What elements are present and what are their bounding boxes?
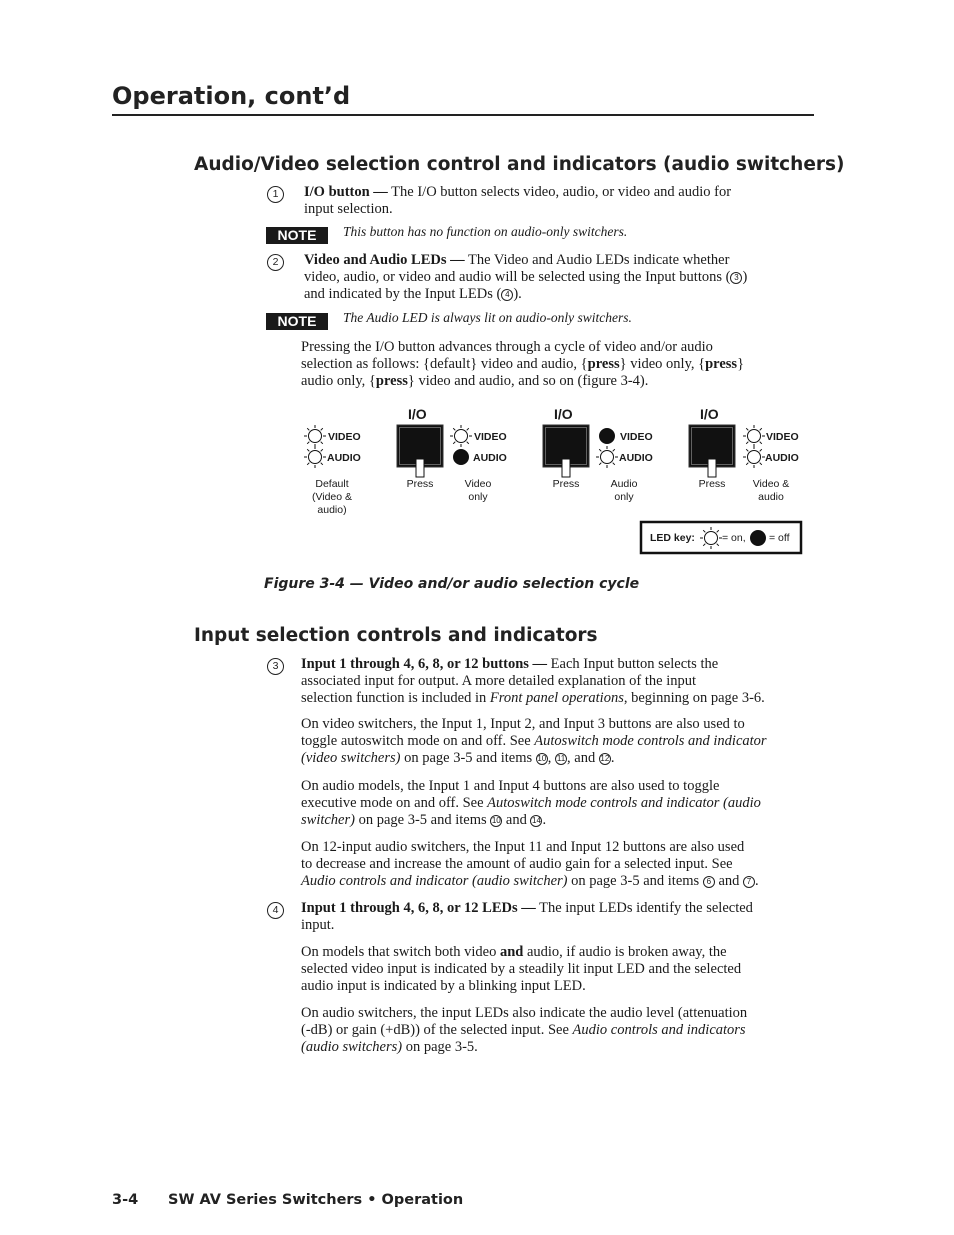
ref-circle-3: 3 — [730, 272, 742, 284]
cycle-line-3: audio only, { — [301, 373, 376, 389]
led-video-on — [304, 425, 326, 447]
figure-graphics — [0, 0, 954, 600]
item3-paragraph — [301, 656, 811, 707]
item2-text: The Video and Audio LEDs indicate whether — [464, 252, 730, 268]
cycle-line-1: Pressing the I/O button advances through a cycle of video and/or audio — [301, 339, 713, 355]
state-caption-line: Default — [315, 478, 349, 490]
audio-led-label: AUDIO — [473, 452, 507, 464]
twelve-line-2: to decrease and increase the amount of audio gain for a selected input. See — [301, 856, 733, 872]
audio-led-label: AUDIO — [327, 452, 361, 464]
video-led-label: VIDEO — [620, 431, 653, 443]
item1-text: The I/O button selects video, audio, or video and audio for — [387, 184, 732, 200]
ref-circle-7: 7 — [743, 876, 755, 888]
item-number-3: 3 — [267, 658, 284, 675]
state-caption-line: Audio — [610, 478, 638, 490]
video-line-3: on page 3-5 and items — [400, 750, 536, 766]
period: . — [610, 750, 615, 766]
item-number-2: 2 — [267, 254, 284, 271]
item4-term: Input 1 through 4, 6, 8, or 12 LEDs — — [301, 900, 536, 916]
video-led-label: VIDEO — [474, 431, 507, 443]
item1-term: I/O button — — [304, 184, 388, 200]
led-key-label: LED key: — [650, 532, 695, 544]
video-ref-title: Autoswitch mode controls and indicator — [534, 733, 767, 749]
twelve-line-3: on page 3-5 and items — [567, 873, 703, 889]
led-video-on — [450, 425, 472, 447]
led-video-off — [600, 429, 615, 444]
state-caption-video-only — [453, 478, 503, 504]
ref-circle-10: 10 — [537, 754, 547, 763]
both-line-1c: audio, if audio is broken away, the — [523, 944, 727, 960]
video-led-label: VIDEO — [328, 431, 361, 443]
item2-text-3b: ). — [513, 286, 522, 302]
press-label: Press — [406, 478, 434, 490]
item-number-4: 4 — [267, 902, 284, 919]
cycle-line-3b: } video and audio, and so on (figure 3-4). — [407, 373, 649, 389]
state-caption-line: audio) — [317, 504, 347, 516]
level-line-3: on page 3-5. — [402, 1039, 478, 1055]
ref-circle-14: 14 — [532, 816, 541, 825]
item3-text-2: associated input for output. A more detailed explanation of the input — [301, 673, 697, 689]
item3-text-3: selection function is included in — [301, 690, 490, 706]
led-audio-on — [743, 446, 765, 468]
ref-circle-11: 11 — [556, 754, 566, 763]
twelve-line-1: On 12-input audio switchers, the Input 11 and Input 12 buttons are also used — [301, 839, 745, 855]
both-line-2: selected video input is indicated by a steadily lit input LED and the selected — [301, 961, 742, 977]
state-caption-line: Video — [464, 478, 492, 490]
io-button-2 — [543, 425, 589, 477]
io-label: I/O — [554, 406, 573, 422]
ref-circle-6: 6 — [703, 876, 715, 888]
press-label: Press — [698, 478, 726, 490]
io-button-3 — [689, 425, 735, 477]
note-text-1: This button has no function on audio-only switchers. — [343, 224, 628, 239]
item3-text-3b: , beginning on page 3-6. — [623, 690, 765, 706]
both-models-paragraph — [301, 944, 813, 995]
section-heading-input: Input selection controls and indicators — [194, 625, 598, 646]
sep: , and — [567, 750, 599, 766]
sep: , — [547, 750, 556, 766]
section-heading-av: Audio/Video selection control and indicators (audio switchers) — [194, 154, 845, 175]
footer-title: SW AV Series Switchers • Operation — [168, 1192, 464, 1208]
note-badge-2: NOTE — [266, 313, 328, 330]
led-key-on-text: = on, — [722, 532, 746, 544]
video-ref-title-2: (video switchers) — [301, 750, 401, 766]
led-audio-on — [596, 446, 618, 468]
item4-paragraph — [301, 900, 811, 934]
both-and-bold: and — [499, 944, 524, 960]
item1-text-2: input selection. — [304, 201, 393, 217]
level-line-2: (-dB) or gain (+dB)) of the selected input. See — [301, 1022, 573, 1038]
audio-led-label: AUDIO — [765, 452, 799, 464]
footer-page-number: 3-4 — [112, 1192, 139, 1208]
item4-text-2: input. — [301, 917, 335, 933]
audio-line-3: on page 3-5 and items — [354, 812, 491, 828]
audio-models-paragraph — [301, 778, 813, 829]
sep: and — [714, 873, 743, 889]
both-line-3: audio input is indicated by a blinking input LED. — [301, 978, 586, 994]
led-audio-on — [304, 446, 326, 468]
led-video-on — [743, 425, 765, 447]
item4-text: The input LEDs identify the selected — [535, 900, 753, 916]
io-label: I/O — [700, 406, 719, 422]
state-caption-line: only — [614, 491, 634, 503]
video-line-2: toggle autoswitch mode on and off. See — [301, 733, 535, 749]
note-text-2: The Audio LED is always lit on audio-only switchers. — [343, 310, 632, 325]
both-line-1: On models that switch both video — [301, 944, 500, 960]
item2-text-2: video, audio, or video and audio will be selected using the Input buttons ( — [304, 269, 731, 285]
level-ref-title: Audio controls and indicators — [572, 1022, 746, 1038]
press-bold: press — [705, 356, 738, 372]
note-badge-1: NOTE — [266, 227, 328, 244]
state-caption-line: Video & — [752, 478, 790, 490]
item-number-1: 1 — [267, 186, 284, 203]
key-led-off — [751, 531, 766, 546]
state-caption-line: only — [468, 491, 488, 503]
twelve-input-paragraph — [301, 839, 813, 890]
led-key-off-text: = off — [769, 532, 790, 544]
ref-circle-12: 12 — [600, 754, 610, 763]
period: . — [542, 812, 547, 828]
level-ref-title-2: (audio switchers) — [301, 1039, 403, 1055]
audio-line-2: executive mode on and off. See — [301, 795, 488, 811]
state-caption-video-audio — [741, 478, 801, 504]
press-bold: press — [587, 356, 620, 372]
io-button-1 — [397, 425, 443, 477]
audio-level-paragraph — [301, 1005, 813, 1056]
item3-ref-title: Front panel operations — [489, 690, 624, 706]
state-caption-line: audio — [758, 491, 784, 503]
audio-line-1: On audio models, the Input 1 and Input 4 buttons are also used to toggle — [301, 778, 720, 794]
item2-text-2b: ) — [742, 269, 748, 285]
figure-caption: Figure 3-4 — Video and/or audio selection cycle — [264, 576, 640, 592]
period: . — [755, 873, 759, 889]
level-line-1: On audio switchers, the input LEDs also indicate the audio level (attenuation — [301, 1005, 748, 1021]
audio-ref-title: Autoswitch mode controls and indicator (audio — [487, 795, 761, 811]
video-led-label: VIDEO — [766, 431, 799, 443]
ref-circle-10: 10 — [491, 816, 501, 825]
cycle-line-2: selection as follows: {default} video and audio, { — [301, 356, 588, 372]
item3-text: Each Input button selects the — [547, 656, 719, 672]
sep: and — [502, 812, 531, 828]
video-line-1: On video switchers, the Input 1, Input 2, and Input 3 buttons are also used to — [301, 716, 745, 732]
press-label: Press — [552, 478, 580, 490]
cycle-line-2c: } — [737, 356, 745, 372]
item3-term: Input 1 through 4, 6, 8, or 12 buttons — — [301, 656, 548, 672]
item2-text-3: and indicated by the Input LEDs ( — [304, 286, 502, 302]
cycle-line-2b: } video only, { — [619, 356, 706, 372]
item2-term: Video and Audio LEDs — — [304, 252, 465, 268]
io-label: I/O — [408, 406, 427, 422]
page-title: Operation, cont’d — [112, 82, 351, 110]
press-bold: press — [375, 373, 408, 389]
state-caption-line: (Video & — [311, 491, 353, 503]
twelve-ref-title: Audio controls and indicator (audio switcher) — [301, 873, 568, 889]
audio-ref-title-2: switcher) — [301, 812, 355, 828]
led-audio-off — [454, 450, 469, 465]
video-switchers-paragraph — [301, 716, 813, 767]
state-caption-audio-only — [599, 478, 649, 504]
audio-led-label: AUDIO — [619, 452, 653, 464]
ref-circle-4: 4 — [501, 289, 513, 301]
state-caption-default — [302, 478, 362, 517]
